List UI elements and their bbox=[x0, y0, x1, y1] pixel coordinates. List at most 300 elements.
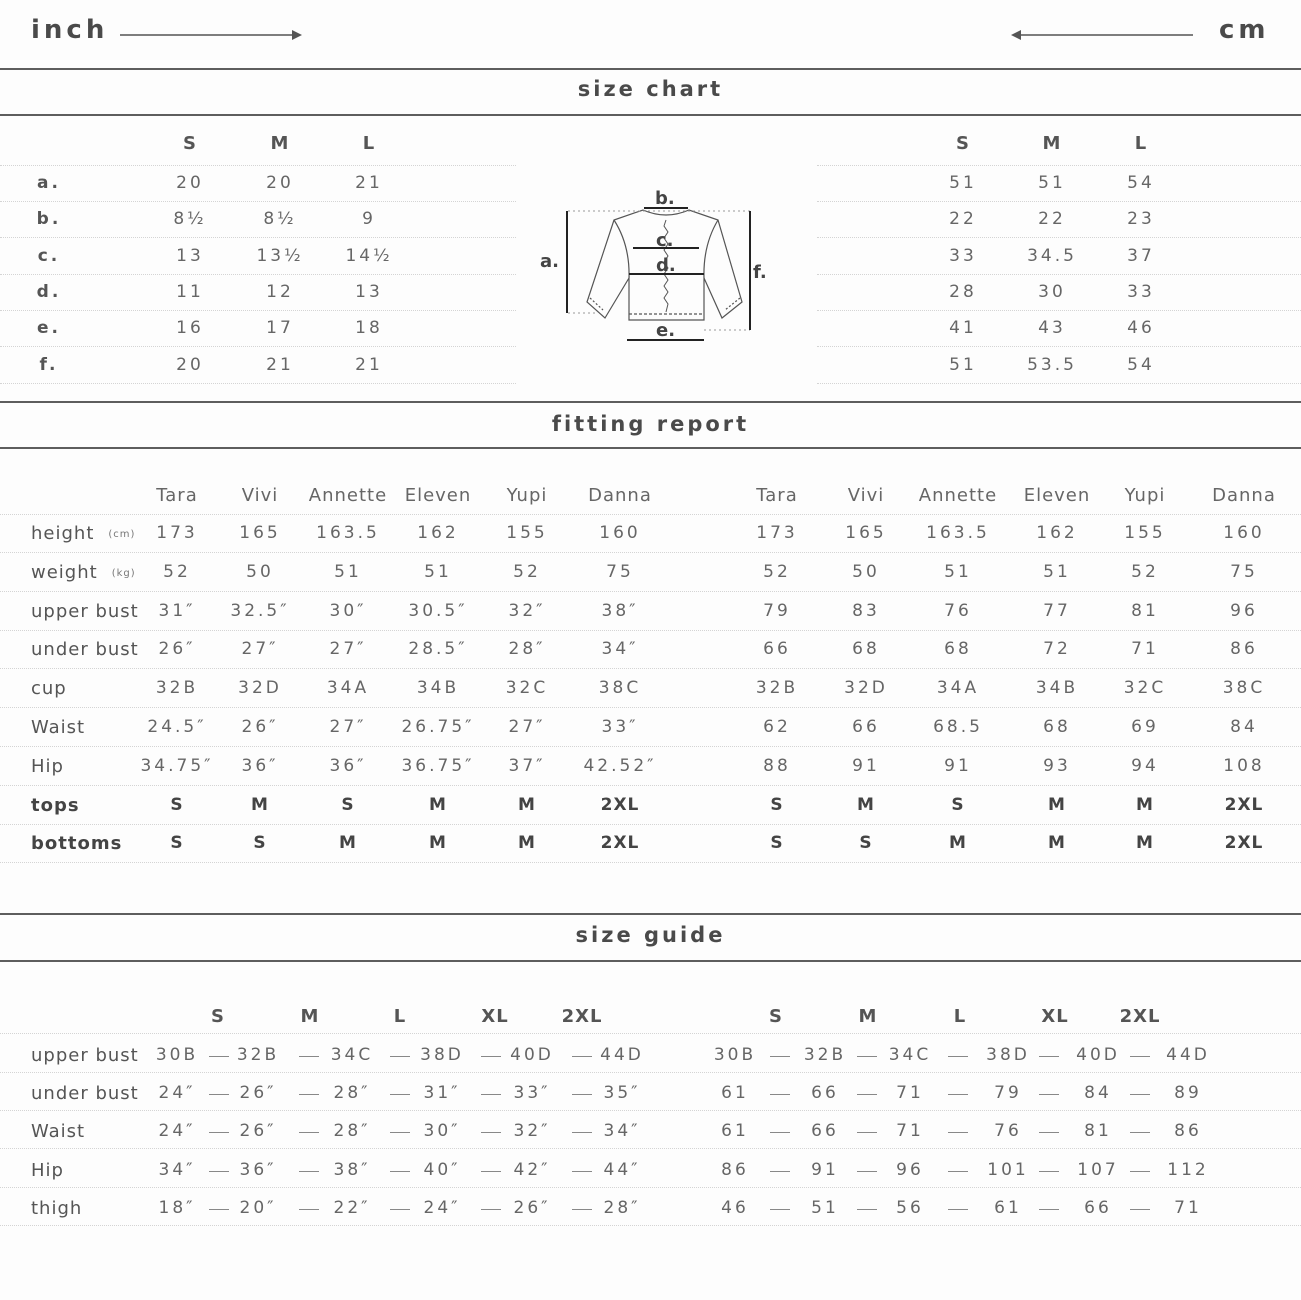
size-header-m: M bbox=[300, 1006, 320, 1027]
diagram-label-f: f. bbox=[753, 262, 767, 283]
diagram-label-e: e. bbox=[656, 320, 676, 341]
range-dash bbox=[209, 1132, 229, 1133]
value-cell: 51 bbox=[949, 173, 977, 193]
row-label bbox=[31, 639, 139, 660]
row-label-text: height bbox=[31, 523, 95, 544]
range-dash bbox=[299, 1209, 319, 1210]
range-dash bbox=[770, 1171, 790, 1172]
row-divider bbox=[0, 346, 516, 347]
value-cell: 17 bbox=[266, 318, 294, 339]
value-cell: 83 bbox=[852, 600, 880, 621]
size-header-m: M bbox=[1042, 133, 1062, 154]
value-cell: 20″ bbox=[239, 1197, 277, 1218]
value-cell: 88 bbox=[763, 755, 791, 776]
value-cell: 34B bbox=[1035, 678, 1079, 699]
value-cell: 24.5″ bbox=[147, 717, 207, 737]
value-cell: 71 bbox=[1131, 639, 1159, 660]
arrow-left-icon bbox=[1008, 28, 1193, 42]
value-cell: 28 bbox=[949, 281, 977, 302]
value-cell: 41 bbox=[949, 318, 977, 339]
size-guide-title: size guide bbox=[575, 923, 726, 947]
row-label-text: cup bbox=[31, 678, 67, 700]
measure-label: c. bbox=[37, 245, 61, 266]
value-cell: 8½ bbox=[173, 209, 207, 230]
row-label: under bust bbox=[31, 1083, 139, 1105]
value-cell: 84 bbox=[1230, 717, 1258, 737]
range-dash bbox=[948, 1094, 968, 1095]
row-divider bbox=[817, 165, 1301, 166]
model-name: Annette bbox=[308, 485, 388, 506]
row-divider bbox=[0, 514, 1301, 515]
size-header-xl: XL bbox=[481, 1006, 509, 1027]
value-cell: 69 bbox=[1131, 717, 1159, 737]
range-dash bbox=[481, 1171, 501, 1172]
range-dash bbox=[572, 1209, 592, 1210]
value-cell: 32″ bbox=[513, 1121, 551, 1142]
range-dash bbox=[299, 1132, 319, 1133]
model-name: Tara bbox=[156, 485, 198, 506]
value-cell: 30.5″ bbox=[408, 600, 468, 621]
range-dash bbox=[209, 1209, 229, 1210]
value-cell: 12 bbox=[266, 281, 294, 302]
size-header-l: L bbox=[393, 1006, 407, 1027]
value-cell: 33″ bbox=[601, 717, 639, 737]
row-divider bbox=[0, 1072, 1301, 1073]
value-cell: 61 bbox=[721, 1083, 749, 1104]
value-cell: 18″ bbox=[158, 1197, 196, 1218]
range-dash bbox=[572, 1094, 592, 1095]
value-cell: 32B bbox=[236, 1045, 280, 1065]
value-cell: 66 bbox=[811, 1083, 839, 1104]
value-cell: 22 bbox=[1038, 209, 1066, 230]
value-cell: 93 bbox=[1043, 755, 1071, 776]
divider bbox=[0, 114, 1301, 116]
value-cell: 34.5 bbox=[1027, 245, 1077, 266]
value-cell: S bbox=[341, 794, 355, 815]
value-cell: 32B bbox=[755, 678, 799, 699]
value-cell: 56 bbox=[896, 1197, 924, 1218]
range-dash bbox=[770, 1209, 790, 1210]
size-header-s: S bbox=[183, 133, 197, 154]
value-cell: 75 bbox=[606, 561, 634, 582]
value-cell: 27″ bbox=[329, 639, 367, 660]
range-dash bbox=[770, 1056, 790, 1057]
value-cell: 26″ bbox=[158, 639, 196, 660]
row-divider bbox=[0, 862, 1301, 863]
row-label-text: tops bbox=[31, 794, 80, 816]
value-cell: 30B bbox=[155, 1045, 199, 1065]
value-cell: 68 bbox=[944, 639, 972, 660]
value-cell: 46 bbox=[1127, 318, 1155, 339]
range-dash bbox=[299, 1056, 319, 1057]
value-cell: 86 bbox=[1230, 639, 1258, 660]
range-dash bbox=[390, 1171, 410, 1172]
model-name: Danna bbox=[588, 485, 652, 506]
size-chart-title: size chart bbox=[577, 77, 724, 101]
size-header-2xl: 2XL bbox=[561, 1006, 603, 1027]
value-cell: 28″ bbox=[333, 1083, 371, 1104]
range-dash bbox=[1039, 1171, 1059, 1172]
range-dash bbox=[572, 1056, 592, 1057]
divider bbox=[0, 447, 1301, 449]
value-cell: 20 bbox=[266, 173, 294, 193]
value-cell: 30B bbox=[713, 1045, 757, 1065]
value-cell: 44D bbox=[1166, 1045, 1210, 1065]
value-cell: S bbox=[253, 833, 267, 854]
row-divider bbox=[0, 1148, 1301, 1149]
value-cell: 36″ bbox=[329, 755, 367, 776]
row-label bbox=[31, 795, 80, 816]
value-cell: 34C bbox=[330, 1045, 374, 1065]
range-dash bbox=[857, 1209, 877, 1210]
value-cell: 2XL bbox=[600, 794, 640, 815]
range-dash bbox=[1130, 1209, 1150, 1210]
range-dash bbox=[481, 1056, 501, 1057]
value-cell: 30″ bbox=[423, 1121, 461, 1142]
row-label bbox=[31, 756, 64, 777]
value-cell: 61 bbox=[994, 1197, 1022, 1218]
value-cell: 75 bbox=[1230, 561, 1258, 582]
model-name: Yupi bbox=[1124, 485, 1166, 506]
row-label bbox=[31, 833, 122, 854]
size-header-l: L bbox=[1134, 133, 1148, 154]
size-header-m: M bbox=[858, 1006, 878, 1027]
value-cell: 28″ bbox=[508, 639, 546, 660]
value-cell: 22″ bbox=[333, 1197, 371, 1218]
value-cell: 162 bbox=[417, 523, 459, 543]
divider bbox=[0, 68, 1301, 70]
value-cell: 50 bbox=[246, 561, 274, 582]
value-cell: 44D bbox=[600, 1045, 644, 1065]
value-cell: 14½ bbox=[345, 245, 393, 266]
value-cell: 71 bbox=[896, 1083, 924, 1104]
value-cell: 31″ bbox=[158, 600, 196, 621]
value-cell: 46 bbox=[721, 1197, 749, 1218]
value-cell: 35″ bbox=[603, 1083, 641, 1104]
value-cell: 66 bbox=[763, 639, 791, 660]
diagram-label-c: c. bbox=[656, 230, 674, 251]
value-cell: 32C bbox=[505, 678, 549, 699]
value-cell: 34″ bbox=[601, 639, 639, 660]
value-cell: 66 bbox=[852, 717, 880, 737]
value-cell: 2XL bbox=[1224, 833, 1264, 854]
value-cell: 24″ bbox=[158, 1083, 196, 1104]
range-dash bbox=[770, 1094, 790, 1095]
value-cell: 162 bbox=[1036, 523, 1078, 543]
value-cell: 36″ bbox=[241, 755, 279, 776]
row-divider bbox=[0, 630, 1301, 631]
range-dash bbox=[1039, 1209, 1059, 1210]
value-cell: 34″ bbox=[158, 1159, 196, 1180]
value-cell: 13 bbox=[176, 245, 204, 266]
value-cell: 20 bbox=[176, 354, 204, 375]
value-cell: 21 bbox=[266, 354, 294, 375]
range-dash bbox=[299, 1171, 319, 1172]
model-name: Eleven bbox=[404, 485, 472, 506]
row-divider bbox=[0, 310, 516, 311]
value-cell: 18 bbox=[355, 318, 383, 339]
value-cell: M bbox=[518, 833, 536, 854]
row-label-text: bottoms bbox=[31, 833, 123, 855]
measure-label: a. bbox=[37, 173, 61, 193]
row-divider bbox=[817, 237, 1301, 238]
range-dash bbox=[299, 1094, 319, 1095]
range-dash bbox=[948, 1056, 968, 1057]
value-cell: 52 bbox=[763, 561, 791, 582]
row-label-text: weight bbox=[31, 561, 98, 583]
value-cell: 71 bbox=[896, 1121, 924, 1142]
diagram-label-b: b. bbox=[655, 188, 675, 209]
range-dash bbox=[857, 1132, 877, 1133]
range-dash bbox=[857, 1094, 877, 1095]
value-cell: 26.75″ bbox=[401, 717, 475, 737]
row-divider bbox=[817, 201, 1301, 202]
value-cell: 79 bbox=[994, 1083, 1022, 1104]
range-dash bbox=[209, 1094, 229, 1095]
row-label: Waist bbox=[31, 1121, 86, 1143]
range-dash bbox=[481, 1209, 501, 1210]
row-divider bbox=[817, 310, 1301, 311]
value-cell: 34C bbox=[888, 1045, 932, 1065]
value-cell: 27″ bbox=[241, 639, 279, 660]
value-cell: 84 bbox=[1084, 1083, 1112, 1104]
value-cell: M bbox=[1048, 833, 1066, 854]
range-dash bbox=[1039, 1094, 1059, 1095]
range-dash bbox=[1130, 1056, 1150, 1057]
value-cell: 72 bbox=[1043, 639, 1071, 660]
value-cell: 79 bbox=[763, 600, 791, 621]
value-cell: 27″ bbox=[329, 717, 367, 737]
value-cell: 173 bbox=[156, 523, 198, 543]
row-divider bbox=[0, 746, 1301, 747]
model-name: Yupi bbox=[506, 485, 548, 506]
row-label-text: upper bust bbox=[31, 600, 139, 622]
value-cell: 86 bbox=[1174, 1121, 1202, 1142]
row-label bbox=[31, 601, 139, 622]
row-label bbox=[31, 678, 67, 699]
value-cell: 52 bbox=[163, 561, 191, 582]
value-cell: 163.5 bbox=[316, 523, 380, 543]
row-divider bbox=[0, 668, 1301, 669]
row-divider bbox=[0, 824, 1301, 825]
row-divider bbox=[0, 274, 516, 275]
model-name: Vivi bbox=[241, 485, 279, 506]
model-name: Vivi bbox=[847, 485, 885, 506]
value-cell: 61 bbox=[721, 1121, 749, 1142]
row-label: thigh bbox=[31, 1197, 83, 1219]
value-cell: 96 bbox=[896, 1159, 924, 1180]
value-cell: 51 bbox=[334, 561, 362, 582]
range-dash bbox=[770, 1132, 790, 1133]
model-name: Tara bbox=[756, 485, 798, 506]
value-cell: M bbox=[251, 794, 269, 815]
value-cell: 54 bbox=[1127, 173, 1155, 193]
divider bbox=[0, 913, 1301, 915]
measure-label: b. bbox=[36, 209, 62, 230]
row-divider bbox=[0, 785, 1301, 786]
value-cell: 24″ bbox=[423, 1197, 461, 1218]
value-cell: 51 bbox=[811, 1197, 839, 1218]
value-cell: 76 bbox=[944, 600, 972, 621]
row-label bbox=[31, 717, 85, 738]
row-divider bbox=[817, 346, 1301, 347]
range-dash bbox=[857, 1171, 877, 1172]
value-cell: 51 bbox=[1043, 561, 1071, 582]
row-label: Hip bbox=[31, 1159, 64, 1181]
range-dash bbox=[948, 1171, 968, 1172]
value-cell: 33 bbox=[949, 245, 977, 266]
value-cell: 34″ bbox=[603, 1121, 641, 1142]
value-cell: 36″ bbox=[239, 1159, 277, 1180]
row-unit: (kg) bbox=[111, 567, 136, 579]
value-cell: 51 bbox=[424, 561, 452, 582]
value-cell: 32D bbox=[844, 678, 888, 699]
value-cell: M bbox=[339, 833, 357, 854]
value-cell: 28″ bbox=[333, 1121, 371, 1142]
row-label bbox=[31, 562, 136, 583]
cm-unit-label: cm bbox=[1219, 15, 1270, 45]
size-header-l: L bbox=[953, 1006, 967, 1027]
value-cell: 32.5″ bbox=[230, 600, 290, 621]
value-cell: 155 bbox=[1124, 523, 1166, 543]
value-cell: 30 bbox=[1038, 281, 1066, 302]
row-label: upper bust bbox=[31, 1045, 139, 1066]
value-cell: 21 bbox=[355, 354, 383, 375]
value-cell: 50 bbox=[852, 561, 880, 582]
value-cell: S bbox=[170, 833, 184, 854]
value-cell: 16 bbox=[176, 318, 204, 339]
range-dash bbox=[390, 1094, 410, 1095]
model-name: Danna bbox=[1212, 485, 1276, 506]
value-cell: 54 bbox=[1127, 354, 1155, 375]
value-cell: 32B bbox=[803, 1045, 847, 1065]
range-dash bbox=[1130, 1171, 1150, 1172]
value-cell: 76 bbox=[994, 1121, 1022, 1142]
range-dash bbox=[481, 1132, 501, 1133]
range-dash bbox=[390, 1056, 410, 1057]
value-cell: S bbox=[170, 794, 184, 815]
range-dash bbox=[572, 1171, 592, 1172]
value-cell: M bbox=[518, 794, 536, 815]
row-divider bbox=[0, 552, 1301, 553]
measure-label: f. bbox=[39, 354, 59, 375]
value-cell: 28.5″ bbox=[408, 639, 468, 660]
range-dash bbox=[1039, 1056, 1059, 1057]
value-cell: 27″ bbox=[508, 717, 546, 737]
size-header-s: S bbox=[956, 133, 970, 154]
value-cell: 160 bbox=[1223, 523, 1265, 543]
value-cell: 38″ bbox=[333, 1159, 371, 1180]
value-cell: 38″ bbox=[601, 600, 639, 621]
value-cell: 37″ bbox=[508, 755, 546, 776]
value-cell: 37 bbox=[1127, 245, 1155, 266]
value-cell: 22 bbox=[949, 209, 977, 230]
value-cell: 20 bbox=[176, 173, 204, 193]
row-label-text: Waist bbox=[31, 717, 86, 738]
row-divider bbox=[817, 383, 1301, 384]
value-cell: 163.5 bbox=[926, 523, 990, 543]
value-cell: 34A bbox=[936, 678, 980, 699]
value-cell: 26″ bbox=[241, 717, 279, 737]
value-cell: 173 bbox=[756, 523, 798, 543]
row-divider bbox=[0, 1187, 1301, 1188]
value-cell: 52 bbox=[1131, 561, 1159, 582]
measure-label: e. bbox=[37, 318, 61, 339]
diagram-label-d: d. bbox=[656, 255, 676, 276]
divider bbox=[0, 401, 1301, 403]
value-cell: 101 bbox=[987, 1159, 1029, 1180]
value-cell: S bbox=[859, 833, 873, 854]
value-cell: M bbox=[949, 833, 967, 854]
range-dash bbox=[1039, 1132, 1059, 1133]
value-cell: M bbox=[1136, 833, 1154, 854]
value-cell: S bbox=[770, 833, 784, 854]
range-dash bbox=[948, 1209, 968, 1210]
range-dash bbox=[390, 1132, 410, 1133]
value-cell: 40D bbox=[510, 1045, 554, 1065]
value-cell: 33 bbox=[1127, 281, 1155, 302]
value-cell: 36.75″ bbox=[401, 755, 475, 776]
value-cell: 28″ bbox=[603, 1197, 641, 1218]
value-cell: 81 bbox=[1084, 1121, 1112, 1142]
value-cell: 38D bbox=[986, 1045, 1030, 1065]
value-cell: M bbox=[429, 794, 447, 815]
size-header-m: M bbox=[270, 133, 290, 154]
value-cell: S bbox=[951, 794, 965, 815]
value-cell: 13 bbox=[355, 281, 383, 302]
diagram-label-a: a. bbox=[540, 251, 559, 272]
value-cell: M bbox=[1048, 794, 1066, 815]
value-cell: 66 bbox=[811, 1121, 839, 1142]
value-cell: M bbox=[429, 833, 447, 854]
value-cell: 2XL bbox=[600, 833, 640, 854]
value-cell: 32D bbox=[238, 678, 282, 699]
model-name: Eleven bbox=[1023, 485, 1091, 506]
row-label-text: Hip bbox=[31, 755, 64, 777]
value-cell: 26″ bbox=[239, 1083, 277, 1104]
value-cell: 52 bbox=[513, 561, 541, 582]
row-label-text: under bust bbox=[31, 639, 139, 661]
value-cell: 34B bbox=[416, 678, 460, 699]
row-divider bbox=[0, 1110, 1301, 1111]
row-divider bbox=[0, 201, 516, 202]
range-dash bbox=[209, 1056, 229, 1057]
row-unit: (cm) bbox=[108, 529, 136, 540]
sweater-diagram bbox=[530, 180, 775, 350]
value-cell: 8½ bbox=[263, 209, 297, 230]
value-cell: 34.75″ bbox=[140, 755, 214, 776]
value-cell: 2XL bbox=[1224, 794, 1264, 815]
value-cell: 13½ bbox=[256, 245, 304, 266]
value-cell: 91 bbox=[852, 755, 880, 776]
value-cell: 40″ bbox=[423, 1159, 461, 1180]
value-cell: 42.52″ bbox=[583, 755, 657, 776]
size-header-s: S bbox=[211, 1006, 225, 1027]
arrow-right-icon bbox=[120, 28, 305, 42]
value-cell: 81 bbox=[1131, 600, 1159, 621]
value-cell: 34A bbox=[326, 678, 370, 699]
value-cell: 38D bbox=[420, 1045, 464, 1065]
value-cell: 68 bbox=[852, 639, 880, 660]
value-cell: 32″ bbox=[508, 600, 546, 621]
row-label bbox=[31, 523, 135, 544]
value-cell: 42″ bbox=[513, 1159, 551, 1180]
size-header-s: S bbox=[769, 1006, 783, 1027]
value-cell: 165 bbox=[845, 523, 887, 543]
value-cell: 38C bbox=[598, 678, 642, 699]
value-cell: 40D bbox=[1076, 1045, 1120, 1065]
range-dash bbox=[572, 1132, 592, 1133]
